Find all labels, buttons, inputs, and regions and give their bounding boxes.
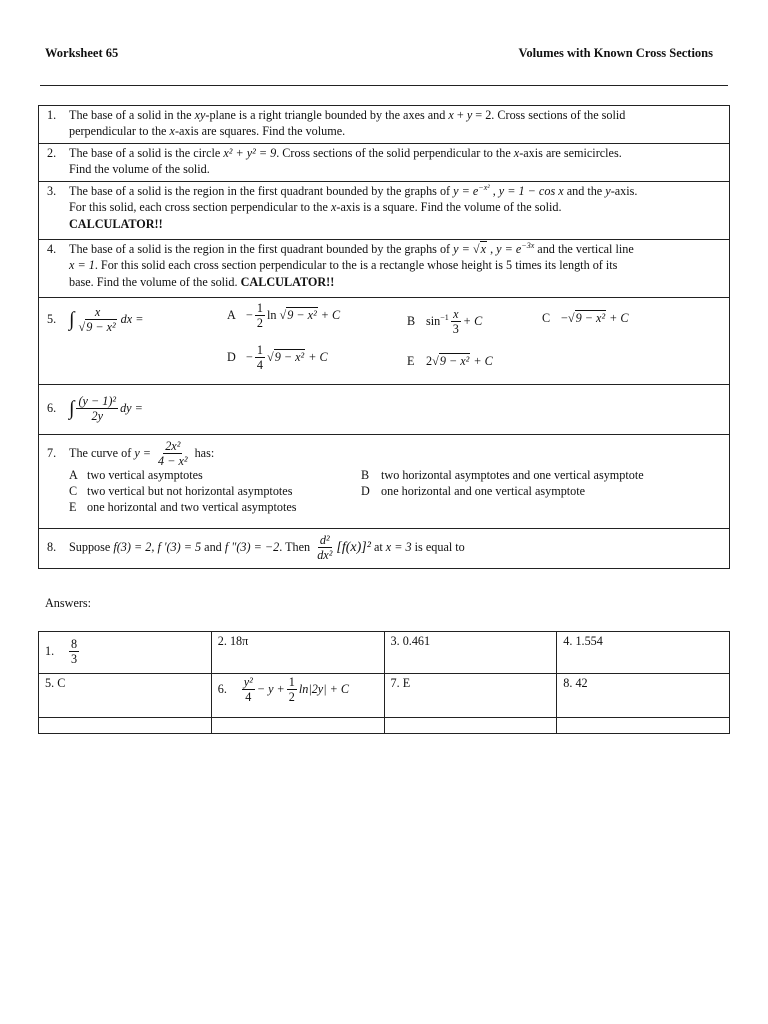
q1-eq-x: x [448, 108, 454, 122]
q2-number: 2. [47, 146, 57, 160]
q8-and: and [201, 539, 225, 554]
q7-option-a[interactable] [69, 468, 361, 484]
q7-number: 7. [47, 446, 57, 461]
q3-text-a: The base of a solid is the region in the first quadrant bounded by the graphs of [69, 184, 454, 198]
q5-a-tail: + C [317, 308, 341, 323]
q5-b-label: B [407, 314, 416, 329]
q3-eq2: y = 1 − cos x [498, 184, 564, 198]
answer-1-n: 8 [71, 636, 78, 651]
q5-b-exp: −1 [440, 312, 449, 322]
q2-text-a: The base of a solid is the circle [69, 146, 224, 160]
q5-d-tail: + C [305, 350, 328, 365]
answer-6-mid: − y + [256, 682, 285, 697]
q5-d-label: D [227, 350, 236, 365]
answer-1-d: 3 [71, 652, 78, 667]
answers-row-1 [39, 632, 730, 674]
integral-sign: ∫ [69, 308, 75, 331]
q5-option-d[interactable]: D − $\frac{1}{4}$ √9 − x² + C [227, 343, 328, 373]
q2-text-c: -axis are semicircles. [519, 146, 622, 160]
q7-option-label: B [361, 468, 370, 483]
q5-int-den: 9 − x² [86, 320, 116, 335]
q5-d-rad: 9 − x² [274, 350, 305, 365]
q5-a-d: 2 [256, 316, 264, 331]
q7-option-text: two vertical but not horizontal asymptotes [87, 484, 293, 499]
question-5: 5. ∫ $\frac{x}{\text{√9 − x²}}$ dx = A − $\frac{1}{2}$ ln √9 − x² + C B $\sin^{-1}$ $\frac{x}{3}$ + C C −√9 − x² + C D − $\frac{1}{4}$ √9 − x² + C E 2√9 − x² + C [39, 298, 730, 385]
q8-cond2: f "(3) = −2 [224, 539, 280, 554]
q5-a-rad: 9 − x² [287, 308, 317, 323]
q4-eq1-rad: x [480, 242, 487, 256]
q5-b-fn: sin [426, 314, 441, 329]
question-7 [39, 435, 730, 529]
q5-a-ln: ln [267, 308, 280, 323]
q3-calculator-note: CALCULATOR!! [69, 216, 163, 231]
q5-e-label: E [407, 354, 415, 368]
q8-d-n: d² [319, 532, 330, 547]
q3-text-c: -axis. [610, 184, 638, 198]
q1-var-x: x [169, 124, 175, 139]
q2-text-b: . Cross sections of the solid perpendicular to the [276, 146, 514, 160]
q5-b-d: 3 [452, 322, 459, 337]
q7-option-text: one horizontal and two vertical asymptotes [87, 500, 297, 515]
integral-sign: ∫ [69, 397, 75, 420]
questions-table [38, 105, 730, 569]
q1-text-a: The base of a solid in the [69, 108, 195, 122]
q1-eq-rhs: = 2 [472, 108, 492, 122]
q3-eq1: y = e [453, 184, 479, 198]
q5-c-tail: + C [606, 311, 629, 325]
q4-text-a: The base of a solid is the region in the first quadrant bounded by the graphs of [69, 242, 454, 256]
q4-eq2: y = e [496, 242, 522, 256]
q5-d-d: 4 [256, 358, 264, 373]
q1-eq-y: y [466, 108, 473, 122]
answer-1-number: 1. [45, 644, 55, 658]
answer-empty-cell [384, 718, 557, 734]
answers-table [38, 631, 730, 734]
q4-eq2-exp: −3x [521, 240, 535, 250]
q1-line2a: perpendicular to the [69, 124, 170, 139]
q1-var-xy: xy [194, 108, 206, 122]
q7-text-b: has: [191, 446, 215, 461]
q7-frac-n: 2x² [165, 439, 181, 453]
q1-text-c: . Cross sections of the solid [491, 108, 626, 122]
q2-var-x: x [513, 146, 520, 160]
q8-xeq: x = 3 [385, 539, 412, 554]
q5-e-coef: 2 [426, 354, 433, 368]
answer-6-t1-n: y² [243, 675, 253, 689]
q5-d-sign: − [246, 350, 253, 365]
q5-b-n: x [453, 307, 459, 321]
answer-empty-cell [39, 718, 212, 734]
q2-line2: Find the volume of the solid. [69, 162, 210, 177]
q7-frac-d: 4 − x² [158, 454, 188, 469]
q5-number: 5. [47, 312, 57, 327]
q5-a-label: A [227, 308, 236, 323]
answer-6-tail: ln|2y| + C [298, 682, 350, 697]
q7-option-label: A [69, 468, 78, 483]
answer-1 [39, 632, 212, 674]
q7-option-c[interactable] [69, 484, 361, 500]
answer-empty-cell [211, 718, 384, 734]
header-rule [40, 85, 728, 86]
answers-row-3 [39, 718, 730, 734]
q8-text-c: at [370, 539, 386, 554]
q3-line2a: For this solid, each cross section perpendicular to the [69, 200, 331, 215]
q5-option-c[interactable]: C −√9 − x² + C [542, 311, 629, 325]
q8-d-d: dx² [317, 548, 333, 563]
q5-c-sign: − [561, 311, 568, 325]
worksheet-title: Volumes with Known Cross Sections [518, 46, 713, 60]
q7-option-label: E [69, 500, 77, 515]
answer-7 [384, 674, 557, 718]
q5-a-n: 1 [256, 301, 264, 315]
q4-text-c: . For this solid each cross section perpendicular to the is a rectangle whose height is 5 times its length of its [94, 258, 618, 273]
answer-2 [211, 632, 384, 674]
worksheet-number: Worksheet 65 [45, 46, 119, 60]
q7-option-label: C [69, 484, 78, 499]
q4-calculator-note: CALCULATOR!! [240, 274, 335, 289]
q5-int-num: x [94, 305, 101, 319]
answer-5 [39, 674, 212, 718]
q3-var-y: y [605, 184, 611, 198]
q5-option-b[interactable] [407, 308, 482, 336]
q4-eq1-lhs: y = [453, 242, 473, 256]
q3-line2b: -axis is a square. Find the volume of the solid. [336, 200, 562, 215]
q7-options [47, 468, 723, 516]
q3-comma: , [489, 184, 499, 198]
answer-7-text: 7. E [390, 676, 411, 690]
q8-text-b: . Then [279, 539, 314, 554]
answers-row-2 [39, 674, 730, 718]
q8-cond: f(3) = 2, f '(3) = 5 [113, 539, 202, 554]
answer-3-text: 3. 0.461 [390, 634, 431, 648]
q1-text-b: -plane is a right triangle bounded by the axes and [205, 108, 449, 122]
q1-line2b: -axis are squares. Find the volume. [174, 124, 346, 139]
q5-c-label: C [542, 311, 551, 325]
answer-8 [557, 674, 730, 718]
q7-y-eq: y = [134, 446, 155, 461]
q5-option-e[interactable]: E 2√9 − x² + C [407, 354, 493, 368]
question-2 [39, 144, 730, 182]
q7-option-text: two vertical asymptotes [87, 468, 203, 483]
q8-text-d: is equal to [411, 539, 465, 554]
question-8 [39, 529, 730, 569]
q6-number: 6. [47, 400, 57, 415]
question-6 [39, 385, 730, 435]
answer-2-text: 2. 18π [217, 634, 249, 648]
answer-4-text: 4. 1.554 [563, 634, 603, 648]
q4-text-b: and the vertical line [534, 242, 634, 256]
q7-option-e[interactable] [69, 500, 361, 516]
q8-bracket: [f(x)]² [336, 539, 371, 555]
q5-int-tail: dx = [120, 312, 144, 327]
answer-6-t1-d: 4 [245, 690, 252, 705]
q5-e-tail: + C [470, 354, 493, 368]
q8-number: 8. [47, 539, 57, 554]
q7-option-label: D [361, 484, 370, 499]
q5-b-tail: + C [462, 314, 483, 329]
q1-eq-plus: + [453, 108, 467, 122]
q7-option-text: two horizontal asymptotes and one vertical asymptote [381, 468, 644, 483]
q4-eq3: x = 1 [69, 258, 95, 273]
q7-option-text: one horizontal and one vertical asymptote [381, 484, 586, 499]
answer-6-t2-d: 2 [288, 690, 295, 705]
question-4: 4. The base of a solid is the region in the first quadrant bounded by the graphs of y = √x , $y = e^{-3x}$ and the vertical line x = 1. For this solid each cross section perpendicular to the is a rectangle whose height is 5 times its length of its base. Find the volume of the solid. CALCULATOR!! [39, 240, 730, 298]
q5-d-n: 1 [256, 343, 264, 357]
q3-var-x: x [330, 200, 337, 215]
answer-3 [384, 632, 557, 674]
answer-6-number: 6. [217, 682, 227, 697]
q3-eq1-exp: −x² [478, 182, 490, 192]
answer-6 [211, 674, 384, 718]
answers-label: Answers: [45, 596, 92, 610]
q5-option-a[interactable]: A − $\frac{1}{2}$ ln √9 − x² + C [227, 301, 341, 331]
q3-number: 3. [47, 184, 57, 198]
answer-empty-cell [557, 718, 730, 734]
q7-option-d[interactable] [361, 484, 701, 500]
q5-a-sign: − [246, 308, 253, 323]
q6-int-num: (y − 1)² [78, 393, 117, 408]
q4-comma: , [487, 242, 497, 256]
answer-8-text: 8. 42 [563, 676, 588, 690]
answer-5-text: 5. C [45, 676, 66, 690]
q6-int-tail: dy = [120, 400, 143, 415]
q7-option-b[interactable] [361, 468, 701, 484]
q2-eq: x² + y² = 9 [223, 146, 277, 160]
q1-number: 1. [47, 108, 57, 122]
q6-int-den: 2y [91, 409, 104, 424]
question-1 [39, 106, 730, 144]
answer-4 [557, 632, 730, 674]
q8-text-a: Suppose [69, 539, 114, 554]
answer-6-t2-n: 1 [288, 675, 295, 689]
q3-text-b: and the [563, 184, 606, 198]
q4-number: 4. [47, 242, 57, 256]
q5-e-rad: 9 − x² [439, 354, 470, 368]
q7-text-a: The curve of [69, 446, 135, 461]
question-3 [39, 182, 730, 240]
q5-c-rad: 9 − x² [575, 311, 606, 325]
q4-line3: base. Find the volume of the solid. [69, 274, 241, 289]
